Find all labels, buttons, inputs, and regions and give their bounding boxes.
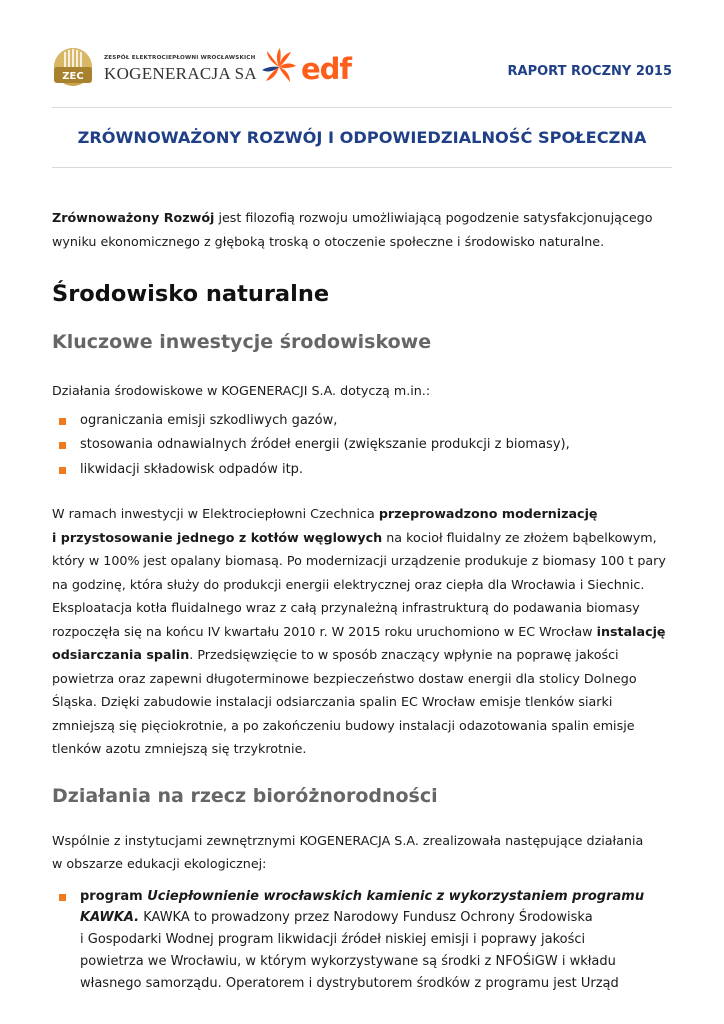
bullet-square-icon [59,467,66,474]
zec-company-line: ZESPÓŁ ELEKTROCIEPŁOWNI WROCŁAWSKICH [104,55,256,61]
edf-logo-icon [258,46,300,88]
title-divider [52,167,672,168]
zec-logo [52,47,94,87]
list-item: stosowania odnawialnych źródeł energii (zwiększanie produkcji z biomasy), [52,433,672,458]
header-divider [52,107,672,108]
list-item: ograniczania emisji szkodliwych gazów, [52,409,672,434]
zec-logo-text: ZEC [62,71,84,82]
heading-environment: Środowisko naturalne [52,281,330,307]
czechnica-paragraph: W ramach inwestycji w Elektrociepłowni Czechnica przeprowadzono modernizację i przystosowanie jednego z kotłów węglowych na kocioł fluidalny ze złożem bąbelkowym, który w 100% jest opalany biomasą. Po modernizacji urządzenie produkuje z biomasy 100 t pary na godzinę, która służy do produkcji energii elektrycznej oraz ciepła dla Wrocławia i Siechnic. Eksploatacja kotła fluidalnego wraz z całą przynależną infrastrukturą do podawania biomasy rozpoczęła się na końcu IV kwartału 2010 r. W 2015 roku uruchomiono w EC Wrocław instalację odsiarczania spalin. Przedsięwzięcie to w sposób znaczący wpłynie na poprawę jakości powietrza oraz zapewni długoterminowe bezpieczeństwo dostaw energii dla stolicy Dolnego Śląska. Dzięki zabudowie instalacji odsiarczania spalin EC Wrocław emisje tlenków siarki zmniejszą się pięciokrotnie, a po zakończeniu budowy instalacji odazotowania spalin emisje tlenków azotu zmniejszą się trzykrotnie. [52,506,666,756]
intro-line1: jest filozofią rozwoju umożliwiającą pogodzenie satysfakcjonującego [214,210,653,225]
heading-investments: Kluczowe inwestycje środowiskowe [52,331,432,353]
intro-paragraph [52,206,672,253]
program-list [52,886,672,995]
main-content [52,206,672,994]
investments-intro: Działania środowiskowe w KOGENERACJI S.A. dotyczą m.in.: [52,383,431,398]
bullet-square-icon [59,894,66,901]
heading-biodiversity: Działania na rzecz bioróżnorodności [52,784,438,807]
list-item: likwidacji składowisk odpadów itp. [52,458,672,483]
report-label: RAPORT ROCZNY 2015 [507,64,672,79]
bullet-square-icon [59,442,66,449]
intro-line2: wyniku ekonomicznego z głęboką troską o otoczenie społeczne i środowisko naturalne. [52,233,605,249]
intro-bold-term: Zrównoważony Rozwój [52,210,215,225]
company-name: KOGENERACJA SA [104,64,257,83]
biodiversity-intro: Wspólnie z instytucjami zewnętrznymi KOGENERACJA S.A. zrealizowała następujące działania w obszarze edukacji ekologicznej: [52,832,644,871]
investment-list [52,409,672,483]
bullet-square-icon [59,418,66,425]
edf-logo-text: edf [301,52,352,86]
section-title: ZRÓWNOWAŻONY ROZWÓJ I ODPOWIEDZIALNOŚĆ SPOŁECZNA [77,128,647,147]
list-item: program Uciepłownienie wrocławskich kamienic z wykorzystaniem programu KAWKA. KAWKA to prowadzony przez Narodowy Fundusz Ochrony Środowiska i Gospodarki Wodnej program likwidacji źródeł niskiej emisji i poprawy jakości powietrza we Wrocławiu, w którym wykorzystywane są środki z NFOŚiGW i wkładu własnego samorządu. Operatorem i dystrybutorem środków z programu jest Urząd [52,886,672,995]
